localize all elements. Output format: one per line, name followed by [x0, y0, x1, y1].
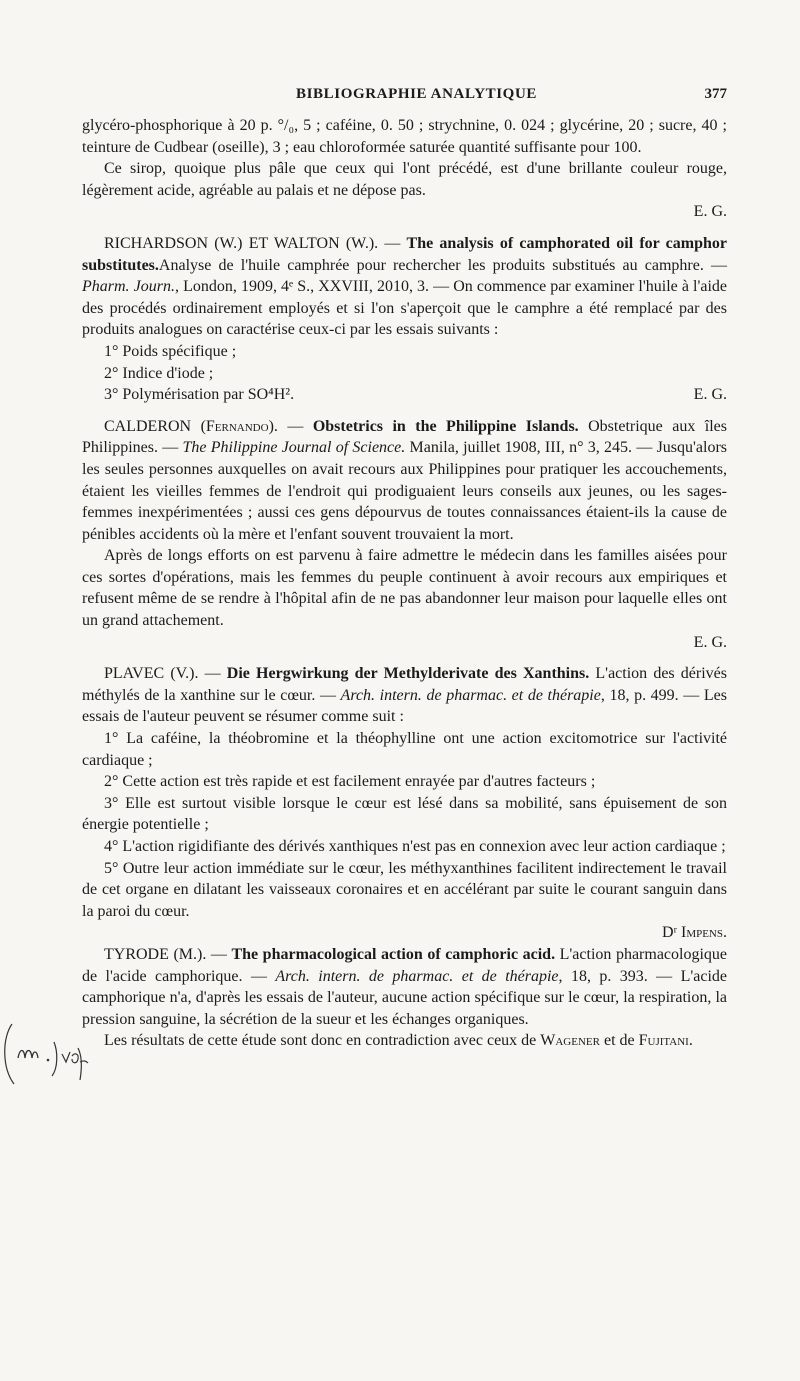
list-item: 1° La caféine, la théobromine et la théophylline ont une action excitomotrice sur l'activité cardiaque ;: [82, 730, 727, 769]
handwritten-annotation: [0, 1018, 90, 1088]
entry-author: TYRODE (M.).: [104, 945, 207, 963]
entry-calderon: CALDERON (Fernando). — Obstetrics in the Philippine Islands. Obstetrique aux îles Philippines. — The Philippine Journal of Science. Manila, juillet 1908, III, n° 3, 245. — Jusqu'alors les seules personnes auxquelles on avait recours aux Philippines pour pratiquer les accouchements, étaient les vieilles femmes de l'endroit qui prodiguaient leurs conseils aux jeunes, ou les sages-femmes inexpérimentées ; aussi ces gens dépourvus de toutes connaissances étaient-ils la cause de pénibles accidents où la mère et l'enfant souvent trouvaient la mort.: [82, 417, 728, 543]
entry-plavec: PLAVEC (V.). — Die Hergwirkung der Methylderivate des Xanthins. L'action des dérivés méthylés de la xanthine sur le cœur. — Arch. intern. de pharmac. et de thérapie, 18, p. 499. — Les essais de l'auteur peuvent se résumer comme suit :: [82, 665, 727, 726]
page-number: 377: [704, 86, 727, 102]
journal-name: Arch. intern. de pharmac. et de thérapie: [275, 967, 559, 985]
journal-name: Arch. intern. de pharmac. et de thérapie: [340, 686, 601, 704]
signature: E. G.: [693, 633, 727, 651]
entry-paragraph: Les résultats de cette étude sont donc en contradiction avec ceux de Wagener et de Fujitani.: [104, 1032, 693, 1050]
list-item: 1° Poids spécifique ;: [104, 342, 237, 360]
article-body: [82, 115, 727, 1052]
entry-author: CALDERON: [104, 417, 192, 435]
list-item: 3° Polymérisation par SO⁴H². E. G.: [82, 384, 727, 406]
list-item: 2° Indice d'iode ;: [104, 364, 214, 382]
entry-paragraph: Après de longs efforts on est parvenu à faire admettre le médecin dans les familles aisées pour ces sortes d'opérations, mais les femmes du peuple continuent à avoir recours aux empiriques et refusent même de se rendre à l'hôpital afin de ne pas abandonner leur maison pour laquelle elles ont un grand attachement.: [82, 547, 727, 630]
intro-paragraph-2: Ce sirop, quoique plus pâle que ceux qui l'ont précédé, est d'une brillante couleur rouge, légèrement acide, agréable au palais et ne dépose pas.: [82, 160, 727, 199]
entry-title: Die Hergwirkung der Methylderivate des Xanthins.: [226, 665, 590, 683]
running-header: [82, 86, 727, 106]
entry-author: PLAVEC (V.).: [104, 665, 199, 683]
signature: E. G.: [693, 386, 727, 404]
signature: E. G.: [693, 203, 727, 221]
signature: Dʳ Impens.: [661, 924, 727, 942]
entry-tyrode: TYRODE (M.). — The pharmacological action of camphoric acid. L'action pharmacologique de l'acide camphorique. — Arch. intern. de pharmac. et de thérapie, 18, p. 393. — L'acide camphorique n'a, d'après les essais de l'auteur, aucune action spécifique sur le cœur, la respiration, la pression sanguine, la sécrétion de la sueur et les échanges organiques.: [82, 945, 728, 1028]
intro-paragraph: glycéro-phosphorique à 20 p. °/₀, 5 ; caféine, 0. 50 ; strychnine, 0. 024 ; glycérine, 20 ; sucre, 40 ; teinture de Cudbear (oseille), 3 ; eau chloroformée saturée quantité suffisante pour 100.: [82, 117, 727, 156]
list-item: 3° Elle est surtout visible lorsque le cœur est lésé dans sa mobilité, sans épuisement de son énergie potentielle ;: [82, 794, 727, 834]
entry-author: RICHARDSON (W.) ET WALTON (W.).: [104, 234, 379, 252]
entry-title: Obstetrics in the Philippine Islands.: [312, 417, 579, 435]
journal-name: Pharm. Journ.: [82, 278, 175, 296]
list-item: 4° L'action rigidifiante des dérivés xanthiques n'est pas en connexion avec leur action cardiaque ;: [104, 838, 726, 855]
running-title: BIBLIOGRAPHIE ANALYTIQUE: [296, 86, 537, 102]
list-item: 2° Cette action est très rapide et est facilement enrayée par d'autres facteurs ;: [104, 773, 596, 791]
list-item: 5° Outre leur action immédiate sur le cœur, les méthyxanthines facilitent indirectement le travail de cet organe en dilatant les vaisseaux coronaires et en accélérant par suite le courant sanguin dans la paroi du cœur.: [82, 859, 727, 920]
entry-title: The pharmacological action of camphoric acid.: [231, 945, 556, 963]
journal-name: The Philippine Journal of Science.: [182, 439, 406, 457]
entry-richardson: RICHARDSON (W.) ET WALTON (W.). — The analysis of camphorated oil for camphor substitutes.Analyse de l'huile camphrée pour rechercher les produits substitués au camphre. — Pharm. Journ., London, 1909, 4ᵉ S., XXVIII, 2010, 3. — On commence par examiner l'huile à l'aide des procédés ordinairement employés et si l'on s'aperçoit que le camphre a été remplacé par des produits analogues on caractérise ceux-ci par les essais suivants :: [82, 234, 728, 339]
entry-title: The analysis of camphorated oil for camphor substitutes.: [82, 234, 727, 274]
